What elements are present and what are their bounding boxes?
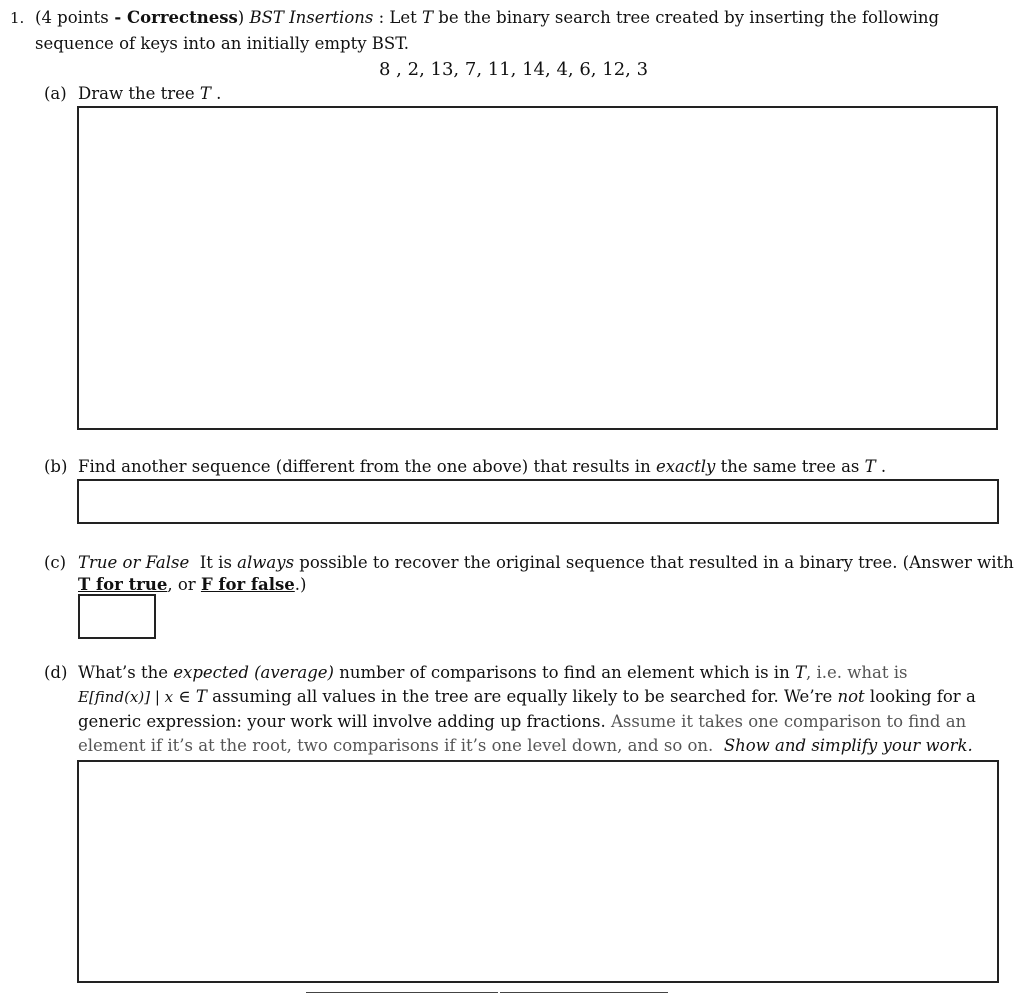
expectation-expression: E[find(x)] | x [78,688,174,706]
part-d-line2 [78,687,976,706]
part-d-l2-rest: assuming all values in the tree are equally likely to be searched for. We’re [206,687,838,706]
points-close-paren: ) [237,8,245,27]
part-b-period: . [875,457,887,476]
part-a-prompt [78,84,221,103]
intro-rest: be the binary search tree created by inserting the following [433,8,940,27]
part-a-tree-symbol: T [199,84,211,103]
part-d-line1 [78,663,907,682]
part-c-close: .) [294,575,307,594]
part-d-l3-a: generic expression: your work will involve adding up fractions. [78,712,612,731]
part-b-prompt [78,457,886,476]
question-intro-line2: sequence of keys into an initially empty BST. [35,34,410,53]
part-b-text-after: the same tree as [715,457,865,476]
part-c-prompt-line2 [78,575,306,594]
part-b-label: (b) [44,457,68,476]
part-c-prompt-line1 [78,553,1014,572]
part-d-l4-gray: element if it’s at the root, two comparisons if it’s one level down, and so on. [78,736,714,755]
part-d-l1-c: , i.e. what is [805,663,908,682]
part-d-line4 [78,736,973,755]
part-c-text-1: It is [199,553,238,572]
bottom-rule-left [306,992,498,993]
part-c-label: (c) [44,553,67,572]
false-answer-instruction: F for false [200,575,295,594]
show-work-instruction: Show and simplify your work. [723,736,973,755]
intro-colon: : Let [373,8,423,27]
part-c-text-2: possible to recover the original sequence that resulted in a binary tree. (Answer with [294,553,1014,572]
bottom-rule-right [500,992,668,993]
true-false-label: True or False [78,553,190,572]
part-a-period: . [210,84,222,103]
part-d-not-emphasis: not [837,687,865,706]
part-a-answer-box[interactable] [77,106,998,430]
part-d-l3-gray: Assume it takes one comparison to find an [611,712,967,731]
part-b-text-before: Find another sequence (different from the one above) that results in [78,457,656,476]
points-open-paren: ( [35,8,42,27]
part-c-emphasis: always [237,553,295,572]
part-d-line3 [78,712,966,731]
part-c-comma-or: , or [167,575,201,594]
part-d-tree-symbol: T [794,663,806,682]
tree-symbol: T [422,8,434,27]
part-b-tree-symbol: T [864,457,876,476]
question-number: 1. [10,9,25,27]
part-b-emphasis: exactly [655,457,716,476]
key-sequence: 8 , 2, 13, 7, 11, 14, 4, 6, 12, 3 [379,59,649,80]
points-dash: - [108,8,128,27]
part-d-l1-b: number of comparisons to find an element which is in [333,663,795,682]
part-d-l1-emphasis: expected (average) [173,663,334,682]
part-d-tree-symbol-2: T [195,687,207,706]
part-b-answer-box[interactable] [77,479,999,524]
true-answer-instruction: T for true [78,575,168,594]
part-c-answer-box[interactable] [78,594,156,639]
part-d-answer-box[interactable] [77,760,999,983]
part-d-label: (d) [44,663,68,682]
part-d-l2-end: looking for a [864,687,976,706]
part-d-l1-a: What’s the [78,663,174,682]
points-label: 4 points [41,8,109,27]
part-a-text: Draw the tree [78,84,200,103]
element-of-symbol: ∈ [173,687,196,706]
topic-title: BST Insertions [249,8,374,27]
category-label: Correctness [127,8,238,27]
question-intro-line1 [35,8,939,27]
part-a-label: (a) [44,84,67,103]
